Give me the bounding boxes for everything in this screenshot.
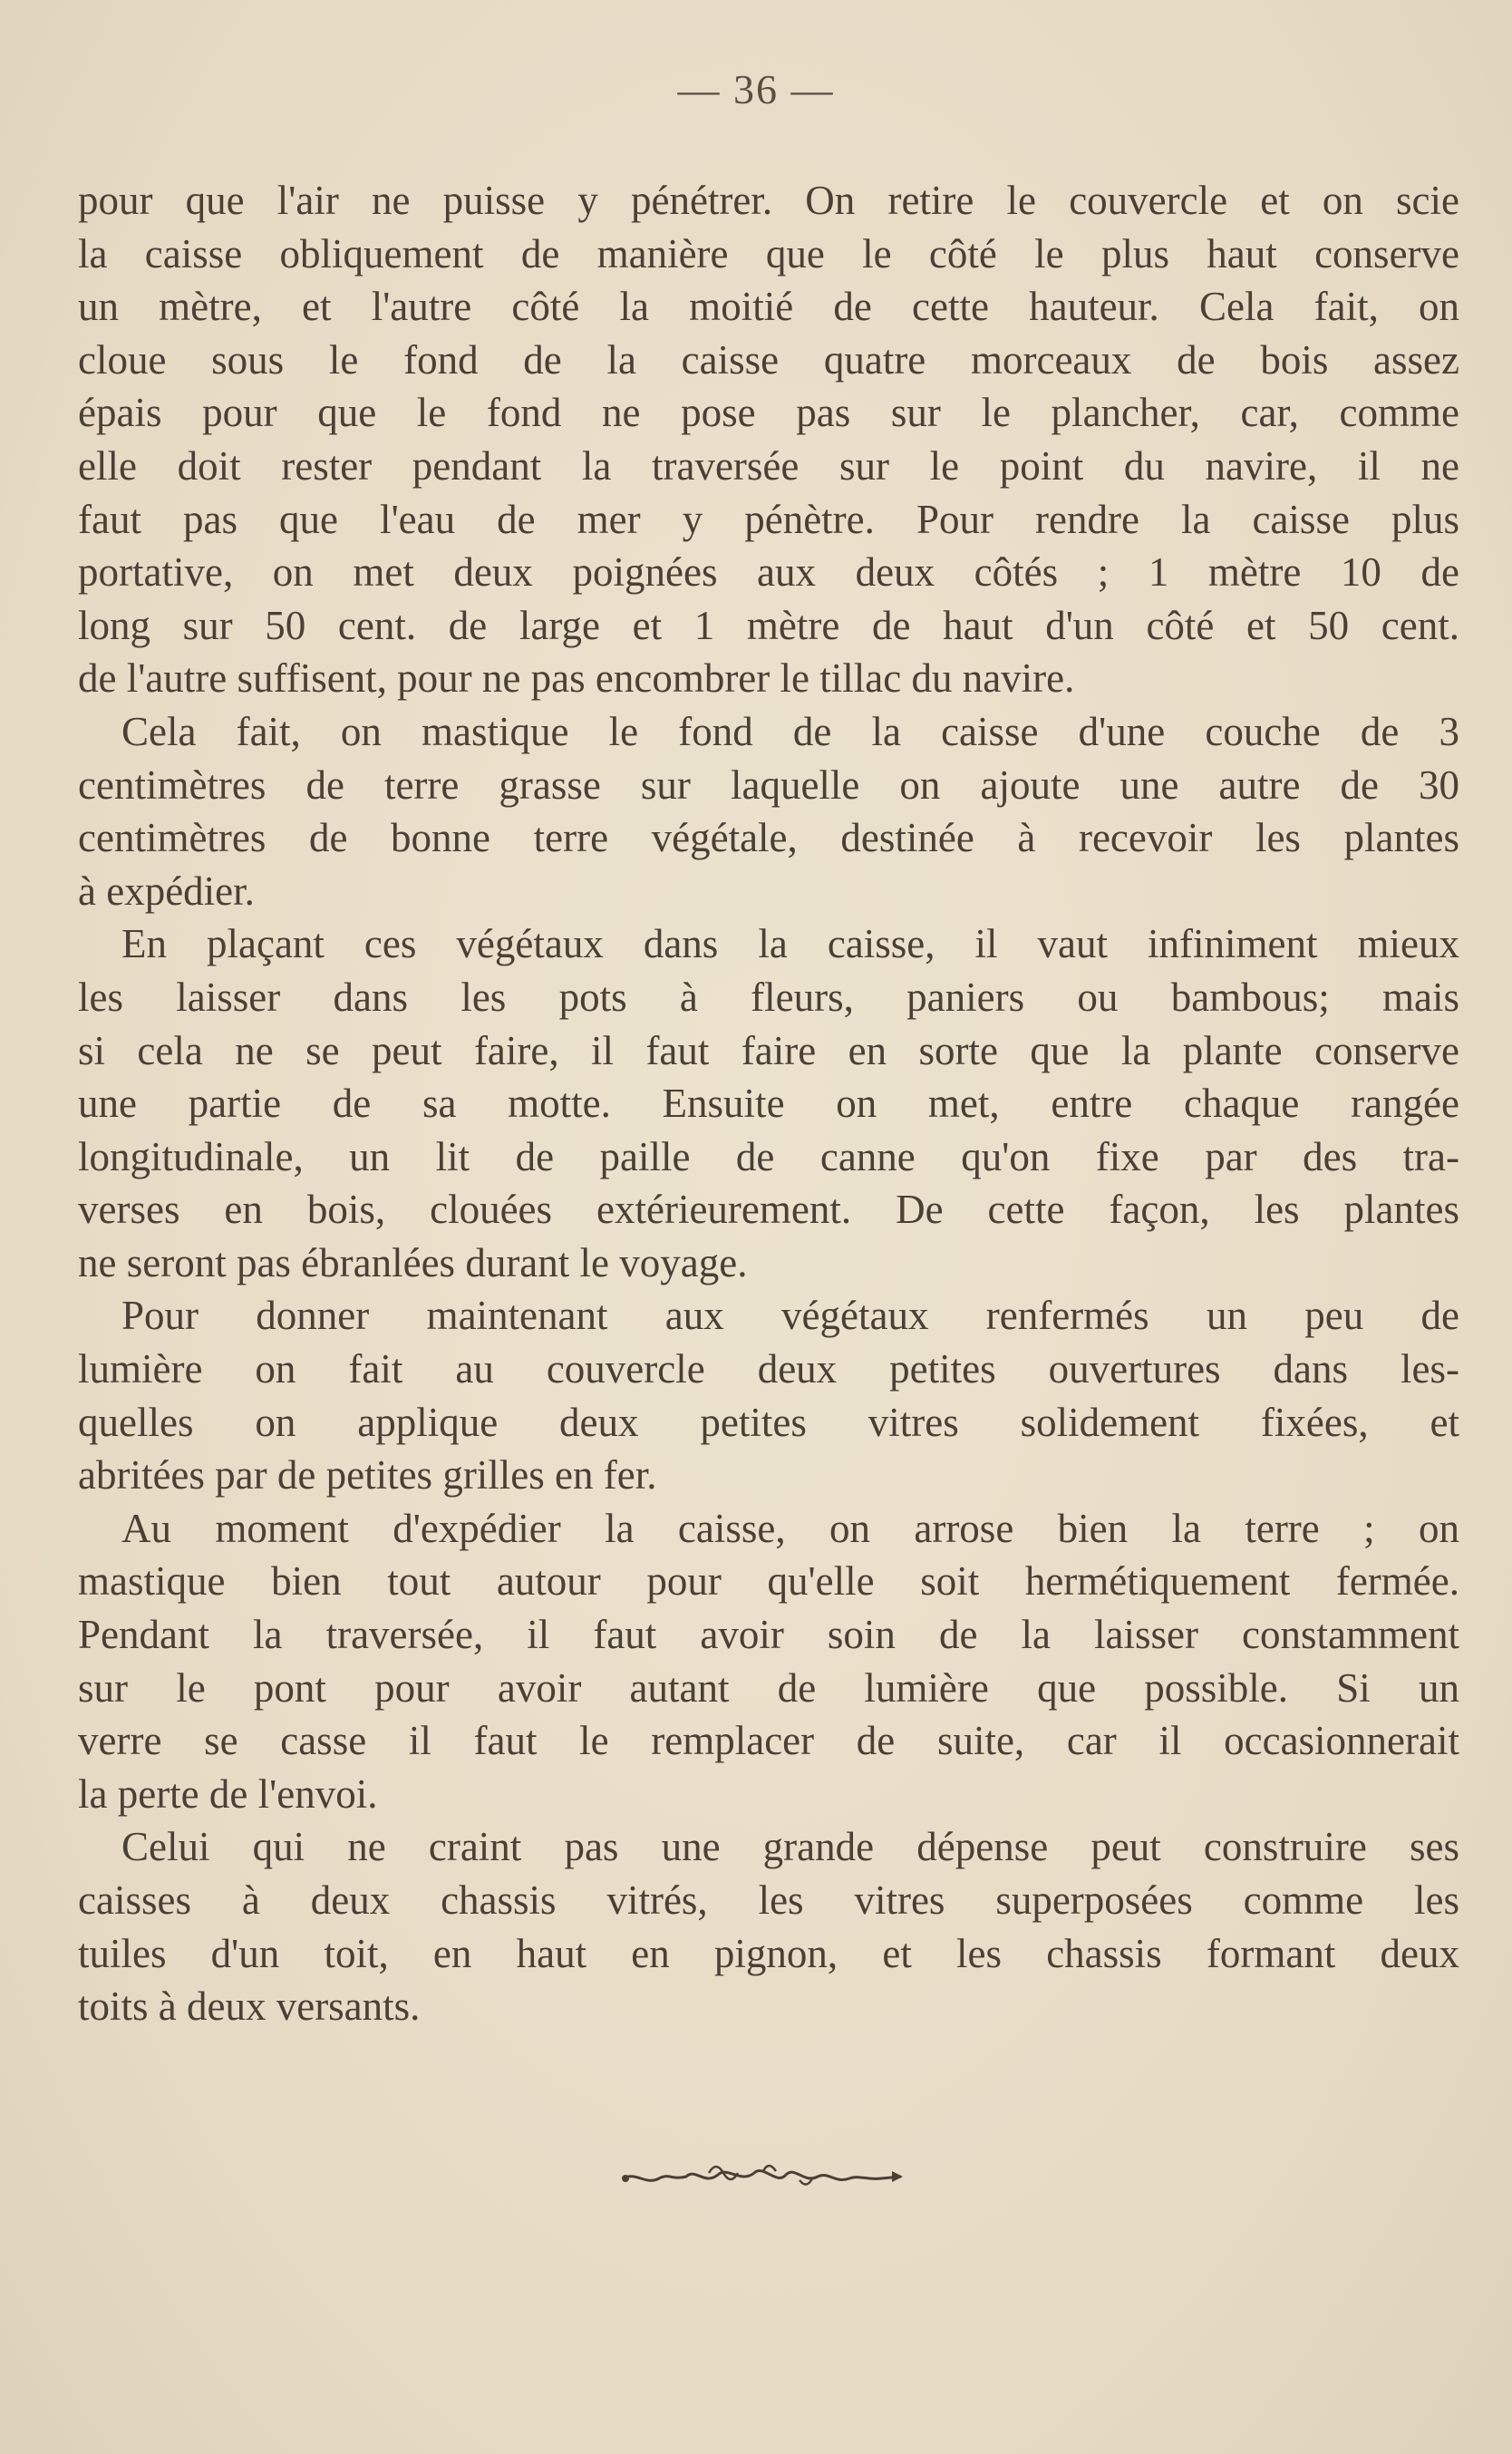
text-line: portative, on met deux poignées aux deux côtés ; 1 mètre 10 de <box>78 549 1459 596</box>
text-line: un mètre, et l'autre côté la moitié de cette hauteur. Cela fait, on <box>78 284 1459 330</box>
text-line: En plaçant ces végétaux dans la caisse, il vaut infiniment mieux <box>121 921 1459 967</box>
text-line: tuiles d'un toit, en haut en pignon, et les chassis formant deux <box>78 1930 1459 1976</box>
text-line: long sur 50 cent. de large et 1 mètre de haut d'un côté et 50 cent. <box>78 602 1459 648</box>
text-line: verses en bois, clouées extérieurement. De cette façon, les plantes <box>78 1187 1459 1233</box>
text-line: si cela ne se peut faire, il faut faire en sorte que la plante conserve <box>78 1027 1459 1073</box>
text-line: la perte de l'envoi. <box>78 1770 378 1817</box>
text-line: longitudinale, un lit de paille de canne qu'on fixe par des tra- <box>78 1133 1459 1179</box>
text-line: Pour donner maintenant aux végétaux renfermés un peu de <box>121 1293 1459 1339</box>
text-line: cloue sous le fond de la caisse quatre morceaux de bois assez <box>78 336 1459 383</box>
text-line: à expédier. <box>78 868 255 914</box>
text-line: quelles on applique deux petites vitres solidement fixées, et <box>78 1399 1459 1445</box>
text-line: toits à deux versants. <box>78 1984 421 2030</box>
text-line: la caisse obliquement de manière que le côté le plus haut conserve <box>78 230 1459 276</box>
text-line: Cela fait, on mastique le fond de la caisse d'une couche de 3 <box>121 708 1459 754</box>
text-line: de l'autre suffisent, pour ne pas encombrer le tillac du navire. <box>78 655 1075 702</box>
text-line: faut pas que l'eau de mer y pénètre. Pour rendre la caisse plus <box>78 496 1459 542</box>
text-line: pour que l'air ne puisse y pénétrer. On retire le couvercle et on scie <box>78 178 1459 223</box>
text-line: abritées par de petites grilles en fer. <box>78 1452 657 1499</box>
text-line: elle doit rester pendant la traversée sur le point du navire, il ne <box>78 442 1459 489</box>
text-line: centimètres de bonne terre végétale, destinée à recevoir les plantes <box>78 815 1459 861</box>
text-line: mastique bien tout autour pour qu'elle soit hermétiquement fermée. <box>78 1558 1459 1605</box>
text-line: verre se casse il faut le remplacer de suite, car il occasionnerait <box>78 1718 1459 1764</box>
text-line: lumière on fait au couvercle deux petites ouvertures dans les- <box>78 1346 1459 1392</box>
text-line: épais pour que le fond ne pose pas sur le plancher, car, comme <box>78 390 1459 436</box>
body-text <box>78 174 1459 2033</box>
text-line: Pendant la traversée, il faut avoir soin de la laisser constamment <box>78 1612 1459 1658</box>
text-line: Celui qui ne craint pas une grande dépense peut construire ses <box>121 1824 1459 1870</box>
decorative-flourish-icon <box>618 2153 908 2198</box>
text-line: centimètres de terre grasse sur laquelle on ajoute une autre de 30 <box>78 761 1459 808</box>
text-line: caisses à deux chassis vitrés, les vitres superposées comme les <box>78 1877 1459 1923</box>
text-line: sur le pont pour avoir autant de lumière que possible. Si un <box>78 1664 1459 1711</box>
text-line: les laisser dans les pots à fleurs, paniers ou bambous; mais <box>78 974 1459 1020</box>
text-line: une partie de sa motte. Ensuite on met, entre chaque rangée <box>78 1081 1459 1127</box>
page-number: — 36 — <box>677 66 835 112</box>
text-line: ne seront pas ébranlées durant le voyage. <box>78 1239 748 1285</box>
text-line: Au moment d'expédier la caisse, on arrose bien la terre ; on <box>121 1505 1459 1551</box>
